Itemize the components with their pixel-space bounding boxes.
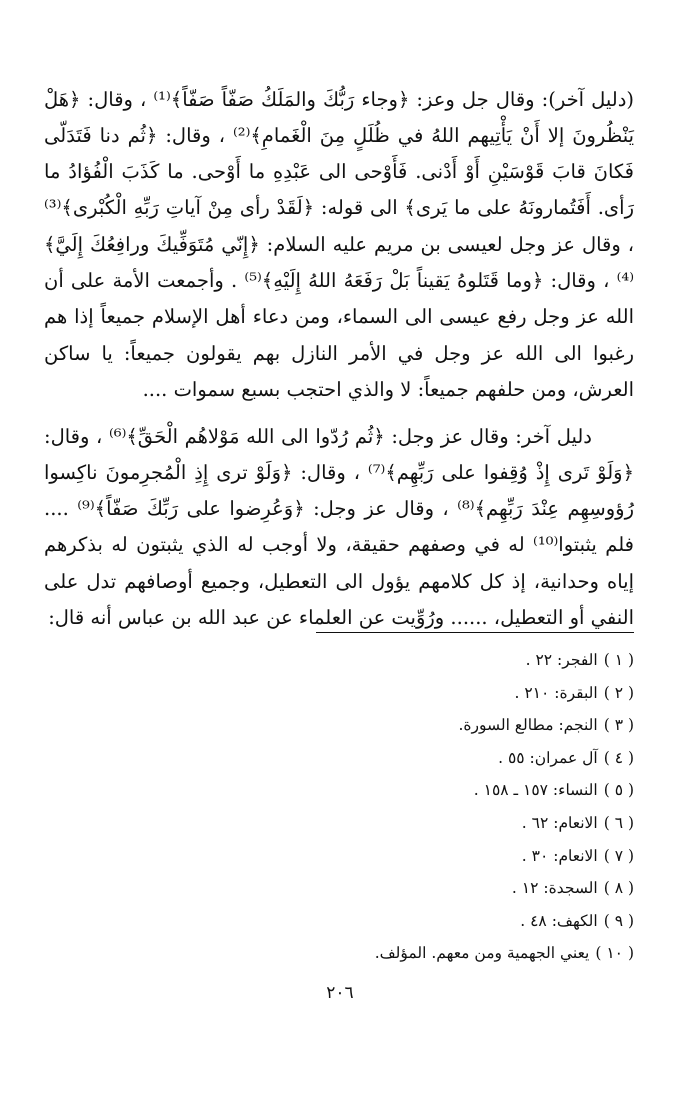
footnote-item: [44, 937, 634, 970]
footnote-text: الكهف: ٤٨ .: [520, 911, 598, 930]
footnote-item: [44, 872, 634, 905]
footnote-item: [44, 807, 634, 840]
body-paragraph-1: (دليل آخر): وقال جل وعز: ﴿وجاء رَبُّكَ والمَلَكُ صَفّاً صَفّاً﴾⁽¹⁾ ، وقال: ﴿هَلْ يَنْظُرونَ إلا أَنْ يَأْتِيهم اللهُ في ظُلَلٍ مِنَ الْغَمامِ﴾⁽²⁾ ، وقال: ﴿ثُم دنا فَتَدَلّى فَكانَ قابَ قَوْسَيْنِ أَوْ أَدْنى. فَأَوْحى الى عَبْدِهِ ما أَوْحى. ما كَذَبَ الْفُؤادُ ما رَأى. أَفَتُمارونَهُ على ما يَرى﴾ الى قوله: ﴿لَقَدْ رأى مِنْ آياتِ رَبِّهِ الْكُبْرى﴾⁽³⁾ ، وقال عز وجل لعيسى بن مريم عليه السلام: ﴿إِنّي مُتَوَفِّيكَ ورافِعُكَ إِلَيَّ﴾⁽⁴⁾ ، وقال: ﴿وما قَتَلوهُ يَقيناً بَلْ رَفَعَهُ اللهُ إِلَيْهِ﴾⁽⁵⁾ . وأجمعت الأمة على أن الله عز وجل رفع عيسى الى السماء، ومن دعاء أهل الإسلام جميعاً إذا هم رغبوا الى الله عز وجل في الأمر النازل بهم يقولون جميعاً: يا ساكن العرش، ومن حلفهم جميعاً: لا والذي احتجب بسبع سموات ....: [44, 87, 635, 401]
footnote-number: ( ١ ): [603, 651, 634, 669]
footnotes-list: [44, 644, 634, 970]
footnote-number: ( ٩ ): [603, 911, 634, 930]
footnote-text: النجم: مطالع السورة.: [458, 716, 598, 735]
footnote-item: [44, 774, 634, 807]
footnote-number: ( ٦ ): [603, 813, 634, 832]
footnote-text: النساء: ١٥٧ ـ ١٥٨ .: [473, 781, 598, 800]
footnote-separator: [316, 632, 634, 633]
footnote-item: [44, 677, 634, 710]
footnote-number: ( ٤ ): [603, 748, 634, 767]
footnote-number: ( ٢ ): [603, 683, 634, 702]
footnote-item: [44, 709, 634, 742]
footnote-number: ( ٣ ): [603, 716, 634, 735]
footnote-number: ( ٨ ): [603, 879, 634, 898]
footnote-text: البقرة: ٢١٠ .: [514, 683, 598, 702]
footnote-text: الانعام: ٦٢ .: [521, 813, 598, 832]
footnote-item: [44, 742, 634, 775]
footnote-text: آل عمران: ٥٥ .: [498, 748, 598, 767]
footnote-text: السجدة: ١٢ .: [511, 879, 598, 898]
footnote-number: ( ٧ ): [603, 846, 634, 865]
footnote-text: الانعام: ٣٠ .: [521, 846, 598, 865]
footnote-number: ( ١٠ ): [595, 944, 634, 963]
footnote-number: ( ٥ ): [603, 781, 634, 800]
footnote-text: يعني الجهمية ومن معهم. المؤلف.: [374, 944, 590, 963]
footnote-item: [44, 905, 634, 938]
footnote-item: [44, 840, 634, 873]
body-paragraph-2: [44, 419, 634, 637]
footnote-item: [44, 644, 634, 677]
body-paragraph-2-text: دليل آخر: وقال عز وجل: ﴿ثُم رُدّوا الى الله مَوْلاهُم الْحَقِّ﴾⁽⁶⁾ ، وقال: ﴿وَلَوْ تَرى إِذْ وُقِفوا على رَبِّهِم﴾⁽⁷⁾ ، وقال: ﴿وَلَوْ ترى إِذِ الْمُجرِمونَ ناكِسوا رُؤوسِهِم عِنْدَ رَبِّهِم﴾⁽⁸⁾ ، وقال عز وجل: ﴿وَعُرِضوا على رَبِّكَ صَفّاً﴾⁽⁹⁾ .... فلم يثبتوا⁽¹⁰⁾ له في وصفهم حقيقة، ولا أوجب له الذي يثبتون له بذكرهم إياه وحدانية، إذ كل كلامهم يؤول الى التعطيل، وجميع أوصافهم تدل على النفي أو التعطيل، ...... ورُوِّيت عن العلماء عن عبد الله بن عباس أنه قال:: [44, 424, 635, 629]
page-number: ٢٠٦: [326, 983, 354, 1003]
footnote-text: الفجر: ٢٢ .: [525, 651, 598, 669]
